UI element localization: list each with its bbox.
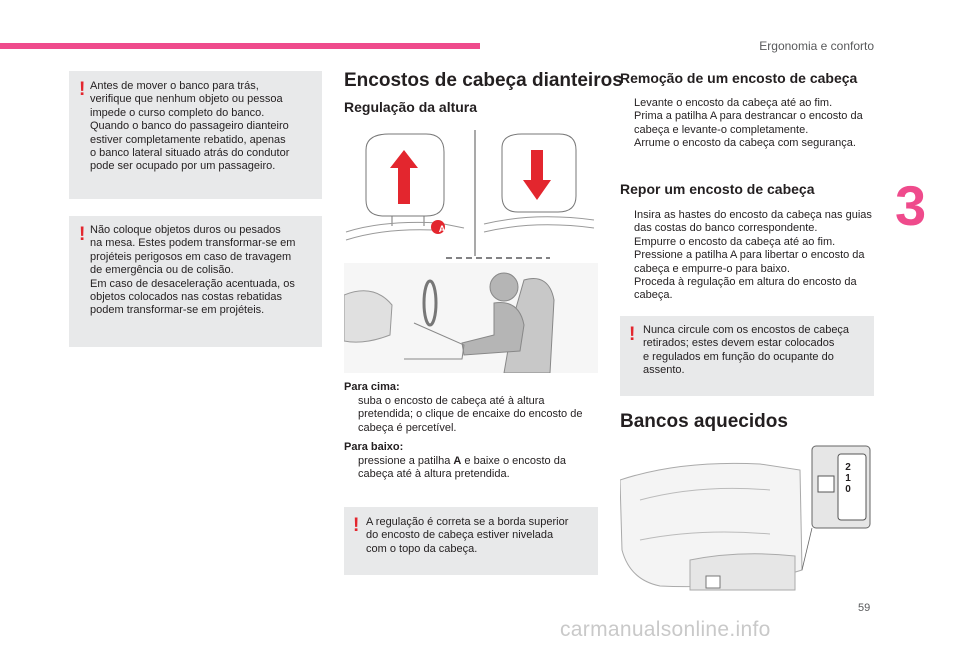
chapter-title: Ergonomia e conforto xyxy=(759,39,874,53)
subsection-title-height: Regulação da altura xyxy=(344,99,478,115)
heated-seat-illustration xyxy=(620,440,874,600)
heated-seat-dial-label-0: 0 xyxy=(845,484,851,495)
chapter-accent-bar xyxy=(0,43,480,49)
adjust-down-text-bold: A xyxy=(453,455,462,467)
driver-position-illustration xyxy=(344,255,598,373)
warning-icon: ! xyxy=(353,515,360,536)
warning-icon: ! xyxy=(629,324,636,345)
adjust-down-label: Para baixo: xyxy=(344,441,404,453)
callout-label-a: A xyxy=(438,224,446,234)
remove-steps-list xyxy=(620,97,875,151)
list-item: Prima a patilha A para destrancar o encosto da cabeça e levante-o completamente. xyxy=(634,110,863,136)
adjust-down-text-pre: pressione a patilha xyxy=(358,455,454,467)
adjust-up-item xyxy=(344,395,594,435)
warning-box-height xyxy=(344,507,598,575)
chapter-number: 3 xyxy=(895,174,927,237)
headrest-adjustment-illustration xyxy=(344,128,598,258)
adjust-up-text: suba o encosto de cabeça até à altura pretendida; o clique de encaixe do encosto de cabeça é percetível. xyxy=(358,395,583,434)
list-item: Empurre o encosto da cabeça até ao fim. xyxy=(634,235,836,248)
warning-text: A regulação é correta se a borda superior do encosto de cabeça estiver nivelada com o topo da cabeça. xyxy=(366,516,569,555)
list-item: Proceda à regulação em altura do encosto da cabeça. xyxy=(634,276,857,302)
page-number: 59 xyxy=(858,602,871,614)
adjust-down-item xyxy=(344,455,594,482)
refit-steps-list xyxy=(620,209,875,303)
adjust-up-label: Para cima: xyxy=(344,381,400,393)
warning-text: Antes de mover o banco para trás, verifique que nenhum objeto ou pessoa impede o curso completo do banco. Quando o banco do passageiro dianteiro estiver completamente rebatido, apenas o banco lateral situado atrás do condutor pode ser ocupado por um passageiro. xyxy=(90,80,290,173)
warning-icon: ! xyxy=(79,79,86,100)
warning-text: Não coloque objetos duros ou pesados na mesa. Estes podem transformar-se em projéteis perigosos em caso de travagem de emergência ou de colisão. Em caso de desaceleração acentuada, os objetos colocados nas costas rebatidas podem transformar-se em projéteis. xyxy=(90,224,296,317)
list-item: Pressione a patilha A para libertar o encosto da cabeça e empurre-o para baixo. xyxy=(634,249,865,275)
heated-seat-dial-label-1: 1 xyxy=(845,473,851,484)
warning-text: Nunca circule com os encostos de cabeça retirados; estes devem estar colocados e regulados em função do ocupante do assento. xyxy=(643,324,850,377)
adjust-down-text-post: e baixe o encosto da cabeça até à altura pretendida. xyxy=(358,455,566,481)
section-title-refit: Repor um encosto de cabeça xyxy=(620,181,815,197)
list-item: Arrume o encosto da cabeça com segurança. xyxy=(634,137,856,150)
watermark: carmanualsonline.info xyxy=(560,618,771,641)
section-title-heated-seats: Bancos aquecidos xyxy=(620,411,788,432)
warning-box-table xyxy=(69,216,322,347)
list-item: Levante o encosto da cabeça até ao fim. xyxy=(634,97,833,109)
list-item: Insira as hastes do encosto da cabeça nas guias das costas do banco correspondente. xyxy=(634,209,872,235)
heated-seat-dial-label-2: 2 xyxy=(845,462,851,473)
section-title-remove: Remoção de um encosto de cabeça xyxy=(620,70,858,86)
warning-box-seat xyxy=(69,71,322,199)
warning-icon: ! xyxy=(79,224,86,245)
section-title-headrests: Encostos de cabeça dianteiros xyxy=(344,70,623,91)
warning-box-no-headrest xyxy=(620,316,874,396)
